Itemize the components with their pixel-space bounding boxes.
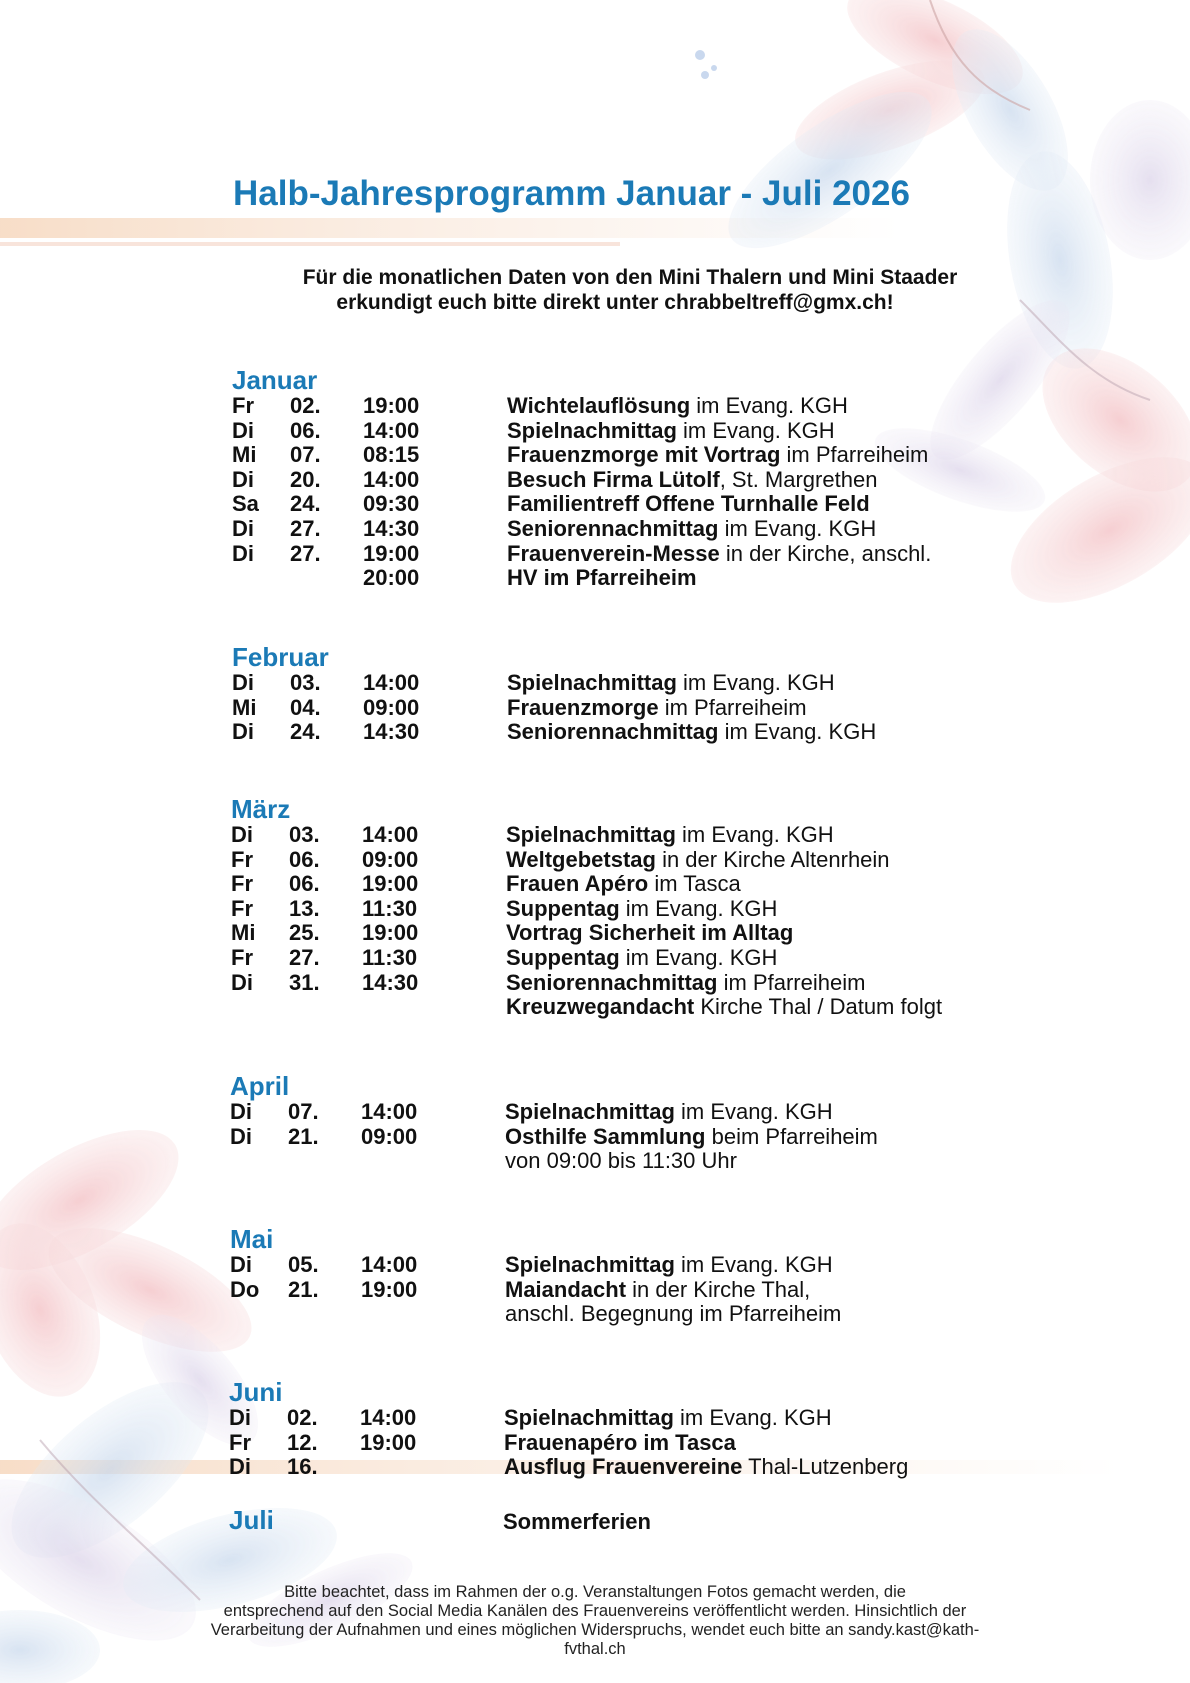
- page-title: Halb-Jahresprogramm Januar - Juli 2026: [233, 174, 910, 213]
- event-day: Fr: [231, 895, 253, 921]
- event-location: im Tasca: [648, 871, 741, 897]
- event-title: Sommerferien: [503, 1509, 651, 1534]
- event-title: Ausflug Frauenvereine: [504, 1454, 743, 1480]
- event-date: 31.: [289, 969, 320, 995]
- event-time: 19:00: [360, 1429, 417, 1455]
- event-day: Di: [232, 540, 254, 566]
- event-location: beim Pfarreiheim: [705, 1123, 878, 1149]
- month-februar: [232, 643, 1032, 745]
- month-juni: [229, 1378, 1029, 1480]
- event-row: [231, 971, 1031, 996]
- event-location: von 09:00 bis 11:30 Uhr: [505, 1148, 737, 1174]
- event-row: [230, 1302, 1030, 1327]
- event-day: Mi: [232, 694, 257, 720]
- event-description: [506, 823, 834, 848]
- event-day: Fr: [232, 393, 254, 418]
- month-mai: [230, 1225, 1030, 1327]
- event-date: 21.: [288, 1123, 319, 1149]
- event-time: 14:30: [363, 515, 420, 541]
- event-time: 08:15: [363, 442, 420, 468]
- event-location: im Evang. KGH: [718, 719, 877, 745]
- event-day: Fr: [229, 1429, 251, 1455]
- event-title: Frauenzmorge mit Vortrag: [507, 442, 781, 468]
- month-name: Januar: [232, 365, 318, 395]
- event-time: 14:00: [362, 822, 419, 847]
- event-description: [507, 468, 877, 493]
- event-description: [507, 443, 928, 468]
- event-time: 09:00: [361, 1123, 418, 1149]
- event-day: Di: [232, 515, 254, 541]
- month-name: Juli: [229, 1505, 274, 1535]
- event-time: 14:00: [361, 1099, 418, 1124]
- event-location: im Evang. KGH: [690, 393, 848, 418]
- event-time: 14:00: [363, 417, 420, 443]
- event-row: [229, 1455, 1029, 1480]
- event-description: [506, 921, 793, 946]
- event-location: in der Kirche Thal,: [626, 1276, 811, 1302]
- event-title: HV im Pfarreiheim: [507, 565, 697, 591]
- footer-line: fvthal.ch: [564, 1640, 626, 1658]
- event-date: 06.: [289, 846, 320, 872]
- photo-consent-footer: [130, 1583, 1060, 1659]
- footer-line: Verarbeitung der Aufnahmen und eines möglichen Widerspruchs, wendet euch bitte an sandy.kast@kath-: [210, 1621, 980, 1639]
- event-location: anschl. Begegnung im Pfarreiheim: [505, 1301, 842, 1327]
- event-row: [231, 897, 1031, 922]
- event-time: 09:30: [363, 491, 420, 517]
- event-day: Di: [232, 719, 254, 745]
- event-description: [507, 671, 835, 696]
- event-title: Weltgebetstag: [506, 846, 656, 872]
- event-date: 27.: [289, 944, 320, 970]
- event-location: im Evang. KGH: [676, 670, 835, 695]
- event-row: [232, 443, 1032, 468]
- event-row: [232, 542, 1032, 567]
- month-januar: [232, 366, 1032, 591]
- footer-line: Bitte beachtet, dass im Rahmen der o.g. Veranstaltungen Fotos gemacht werden, die: [284, 1583, 906, 1601]
- event-time: 11:30: [362, 895, 418, 921]
- event-date: 05.: [288, 1252, 319, 1277]
- event-title: Besuch Firma Lütolf: [507, 466, 720, 492]
- event-date: 03.: [290, 670, 321, 695]
- event-description: [505, 1100, 833, 1125]
- event-time: 11:30: [362, 944, 418, 970]
- event-location: im Evang. KGH: [675, 822, 834, 847]
- event-row: [230, 1100, 1030, 1125]
- event-date: 07.: [290, 442, 321, 468]
- event-day: Di: [231, 969, 253, 995]
- event-description: [507, 419, 835, 444]
- event-location: im Pfarreiheim: [658, 694, 807, 720]
- event-row: [230, 1125, 1030, 1150]
- event-location: im Pfarreiheim: [717, 969, 866, 995]
- event-description: [507, 566, 697, 591]
- event-row: [232, 394, 1032, 419]
- event-date: 27.: [290, 540, 321, 566]
- event-title: Maiandacht: [505, 1276, 627, 1302]
- event-title: Spielnachmittag: [506, 822, 676, 847]
- event-date: 27.: [290, 515, 321, 541]
- event-day: Di: [232, 670, 254, 695]
- event-title: Seniorennachmittag: [506, 969, 718, 995]
- event-location: im Pfarreiheim: [780, 442, 929, 468]
- event-row: [231, 848, 1031, 873]
- event-row: [231, 946, 1031, 971]
- event-date: 07.: [288, 1099, 319, 1124]
- event-title: Frauenverein-Messe: [507, 540, 720, 566]
- event-description: [506, 971, 865, 996]
- event-day: Fr: [231, 944, 253, 970]
- event-row: [232, 671, 1032, 696]
- event-title: Suppentag: [506, 895, 620, 921]
- event-day: Di: [231, 822, 253, 847]
- event-row: [230, 1149, 1030, 1174]
- event-title: Spielnachmittag: [504, 1405, 674, 1430]
- event-location: im Evang. KGH: [619, 895, 778, 921]
- event-description: [507, 542, 931, 567]
- event-description: [506, 946, 777, 971]
- event-date: 24.: [290, 719, 321, 745]
- event-day: Fr: [231, 846, 253, 872]
- event-date: 02.: [287, 1405, 318, 1430]
- event-description: [507, 720, 876, 745]
- event-description: [504, 1431, 736, 1456]
- intro-line-1: Für die monatlichen Daten von den Mini Thalern und Mini Staader: [302, 266, 958, 289]
- event-location: in der Kirche, anschl.: [719, 540, 932, 566]
- event-row: [229, 1406, 1029, 1431]
- event-description: [506, 872, 741, 897]
- event-location: Kirche Thal / Datum folgt: [694, 994, 943, 1020]
- event-date: 16.: [287, 1454, 318, 1480]
- event-day: Di: [232, 466, 254, 492]
- event-title: Wichtelauflösung: [507, 393, 691, 418]
- event-description: [506, 848, 890, 873]
- intro-line-2: erkundigt euch bitte direkt unter chrabbeltreff@gmx.ch!: [336, 291, 894, 314]
- event-time: 14:00: [361, 1252, 418, 1277]
- event-day: Di: [229, 1454, 251, 1480]
- event-description: [507, 394, 848, 419]
- event-location: im Evang. KGH: [674, 1252, 833, 1277]
- event-row: [232, 492, 1032, 517]
- event-time: 14:30: [363, 719, 420, 745]
- event-date: 13.: [289, 895, 320, 921]
- event-title: Spielnachmittag: [507, 417, 677, 443]
- event-row: [231, 872, 1031, 897]
- event-day: Do: [230, 1276, 260, 1302]
- event-location: in der Kirche Altenrhein: [655, 846, 890, 872]
- event-description: [505, 1125, 878, 1150]
- event-description: [507, 492, 870, 517]
- event-description: [504, 1406, 832, 1431]
- event-day: Mi: [231, 920, 256, 946]
- event-title: Seniorennachmittag: [507, 515, 719, 541]
- event-location: , St. Margrethen: [719, 466, 878, 492]
- event-location: im Evang. KGH: [718, 515, 877, 541]
- event-row: [232, 419, 1032, 444]
- event-row: [232, 566, 1032, 591]
- event-row: [231, 823, 1031, 848]
- month-maerz: [231, 795, 1031, 1020]
- month-name: April: [230, 1071, 290, 1101]
- event-date: 20.: [290, 466, 321, 492]
- month-name: Mai: [230, 1224, 274, 1254]
- event-time: 20:00: [363, 565, 420, 591]
- event-title: Spielnachmittag: [507, 670, 677, 695]
- event-day: Di: [230, 1123, 252, 1149]
- event-day: Di: [230, 1252, 252, 1277]
- event-day: Fr: [231, 871, 253, 897]
- event-title: Familientreff Offene Turnhalle Feld: [507, 491, 870, 517]
- event-date: 21.: [288, 1276, 319, 1302]
- event-title: Frauenzmorge: [507, 694, 659, 720]
- event-row: [229, 1431, 1029, 1456]
- event-description: [506, 995, 942, 1020]
- event-description: [504, 1455, 908, 1480]
- event-location: Thal-Lutzenberg: [742, 1454, 909, 1480]
- event-row: [231, 995, 1031, 1020]
- event-row: [232, 517, 1032, 542]
- event-row: [232, 720, 1032, 745]
- event-location: im Evang. KGH: [674, 1099, 833, 1124]
- event-time: 14:30: [362, 969, 419, 995]
- event-title: Vortrag Sicherheit im Alltag: [506, 920, 794, 946]
- event-title: Osthilfe Sammlung: [505, 1123, 706, 1149]
- month-name: Februar: [232, 642, 329, 672]
- event-date: 06.: [290, 417, 321, 443]
- event-time: 09:00: [363, 694, 420, 720]
- event-day: Sa: [232, 491, 259, 517]
- event-title: Frauenapéro im Tasca: [504, 1429, 736, 1455]
- event-day: Di: [232, 417, 254, 443]
- event-description: [505, 1302, 841, 1327]
- event-date: 12.: [287, 1429, 318, 1455]
- event-description: [505, 1278, 810, 1303]
- event-time: 14:00: [360, 1405, 417, 1430]
- event-description: [505, 1253, 833, 1278]
- event-time: 19:00: [363, 540, 420, 566]
- event-day: Di: [229, 1405, 251, 1430]
- event-time: 19:00: [363, 393, 420, 418]
- event-row: [231, 921, 1031, 946]
- event-title: Seniorennachmittag: [507, 719, 719, 745]
- month-juli: [229, 1505, 1029, 1533]
- event-location: im Evang. KGH: [673, 1405, 832, 1430]
- event-title: Frauen Apéro: [506, 871, 649, 897]
- event-description: [505, 1149, 737, 1174]
- event-title: Spielnachmittag: [505, 1099, 675, 1124]
- event-day: Di: [230, 1099, 252, 1124]
- event-time: 19:00: [362, 871, 419, 897]
- event-date: 02.: [290, 393, 321, 418]
- event-time: 14:00: [363, 466, 420, 492]
- footer-line: entsprechend auf den Social Media Kanälen des Frauenvereins veröffentlicht werden. Hinsichtlich der: [223, 1602, 967, 1620]
- event-title: Suppentag: [506, 944, 620, 970]
- event-time: 19:00: [361, 1276, 418, 1302]
- month-name: Juni: [229, 1377, 283, 1407]
- event-date: 04.: [290, 694, 321, 720]
- event-row: [232, 468, 1032, 493]
- event-row: [230, 1253, 1030, 1278]
- event-day: Mi: [232, 442, 257, 468]
- event-date: 24.: [290, 491, 321, 517]
- event-location: im Evang. KGH: [619, 944, 778, 970]
- event-date: 03.: [289, 822, 320, 847]
- event-time: 19:00: [362, 920, 419, 946]
- event-description: [507, 696, 807, 721]
- event-row: [230, 1278, 1030, 1303]
- event-description: [507, 517, 876, 542]
- event-location: im Evang. KGH: [676, 417, 835, 443]
- event-title: Spielnachmittag: [505, 1252, 675, 1277]
- month-april: [230, 1072, 1030, 1174]
- event-date: 06.: [289, 871, 320, 897]
- event-date: 25.: [289, 920, 320, 946]
- event-description: [506, 897, 777, 922]
- month-name: März: [231, 794, 291, 824]
- event-time: 14:00: [363, 670, 420, 695]
- event-time: 09:00: [362, 846, 419, 872]
- event-row: [232, 696, 1032, 721]
- event-title: Kreuzwegandacht: [506, 994, 695, 1020]
